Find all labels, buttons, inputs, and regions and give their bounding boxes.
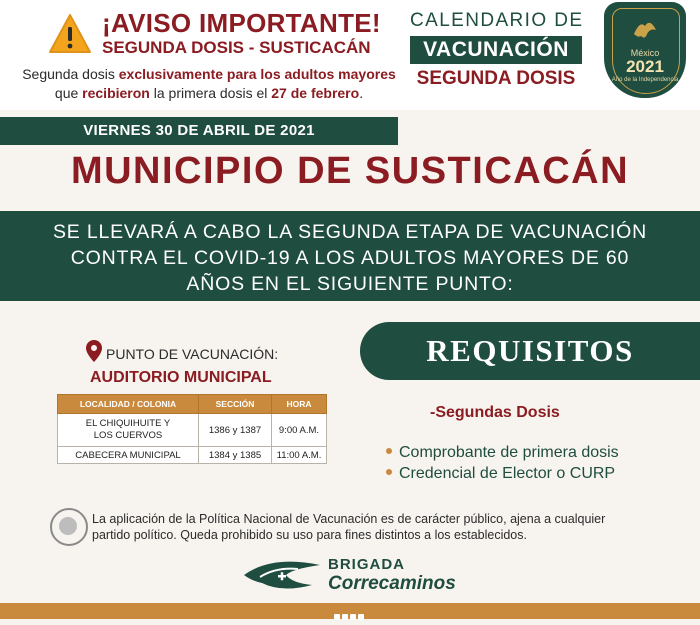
requirement-item: Credencial de Elector o CURP	[386, 465, 615, 483]
twitter-icon[interactable]	[342, 614, 348, 620]
notice-line-1: Segunda dosis exclusivamente para los adultos mayores	[22, 66, 396, 82]
calendar-segunda-dosis: SEGUNDA DOSIS	[416, 68, 576, 89]
bullet-icon	[386, 469, 392, 475]
announcement-line-1: SE LLEVARÁ A CABO LA SEGUNDA ETAPA DE VACUNACIÓN	[53, 221, 647, 243]
requirements-title: REQUISITOS	[426, 333, 634, 368]
warning-icon	[48, 12, 92, 56]
table-cell-localidad: EL CHIQUIHUITE Y LOS CUERVOS	[58, 414, 199, 447]
instagram-icon[interactable]	[350, 614, 356, 620]
legal-line-2: partido político. Queda prohibido su uso para fines distintos a los establecidos.	[92, 528, 527, 542]
bullet-icon	[386, 448, 392, 454]
eagle-icon	[630, 14, 660, 44]
logo-tagline: Año de la Independencia	[611, 77, 679, 83]
logo-country: México	[630, 48, 660, 58]
table-cell-hora: 11:00 A.M.	[272, 447, 327, 464]
announcement-line-2: CONTRA EL COVID-19 A LOS ADULTOS MAYORES DE 60	[70, 247, 630, 269]
announcement-banner	[0, 211, 700, 301]
table-cell-hora: 9:00 A.M.	[272, 414, 327, 447]
mexico-2021-logo	[604, 2, 686, 98]
facebook-icon[interactable]	[334, 614, 340, 620]
vaccination-point-label: PUNTO DE VACUNACIÓN:	[106, 346, 279, 362]
table-row	[58, 414, 327, 447]
brigada-word: BRIGADA	[328, 556, 405, 573]
schedule-table	[57, 394, 327, 464]
municipality-title: MUNICIPIO DE SUSTICACÁN	[70, 150, 630, 192]
notice-title: ¡AVISO IMPORTANTE!	[102, 8, 381, 38]
table-cell-localidad: CABECERA MUNICIPAL	[58, 447, 199, 464]
location-pin-icon	[86, 340, 102, 362]
notice-subtitle: SEGUNDA DOSIS - SUSTICACÁN	[102, 38, 371, 57]
column-header: HORA	[272, 395, 327, 414]
social-icons	[334, 607, 368, 615]
logo-year: 2021	[626, 57, 664, 76]
requirement-item: Comprobante de primera dosis	[386, 444, 619, 462]
table-header-row	[58, 395, 327, 414]
seal-center	[59, 517, 77, 535]
table-row	[58, 447, 327, 464]
calendar-title: CALENDARIO DE	[410, 10, 584, 31]
vaccination-point-place: AUDITORIO MUNICIPAL	[90, 369, 272, 386]
roadrunner-logo-icon	[242, 553, 322, 595]
announcement-line-3: AÑOS EN EL SIGUIENTE PUNTO:	[186, 273, 514, 295]
table-cell-seccion: 1384 y 1385	[199, 447, 272, 464]
calendar-vacunacion: VACUNACIÓN	[410, 36, 582, 64]
brigada-name: Correcaminos	[328, 573, 456, 594]
column-header: SECCIÓN	[199, 395, 272, 414]
column-header: LOCALIDAD / COLONIA	[58, 395, 199, 414]
seal-icon	[50, 508, 88, 546]
table-cell-seccion: 1386 y 1387	[199, 414, 272, 447]
date-banner: VIERNES 30 DE ABRIL DE 2021	[0, 117, 398, 145]
youtube-icon[interactable]	[358, 614, 364, 620]
notice-line-2: que recibieron la primera dosis el 27 de febrero.	[54, 85, 364, 101]
legal-line-1: La aplicación de la Política Nacional de Vacunación es de carácter público, ajena a cualquier	[92, 512, 606, 526]
requirements-subtitle: -Segundas Dosis	[430, 404, 560, 421]
